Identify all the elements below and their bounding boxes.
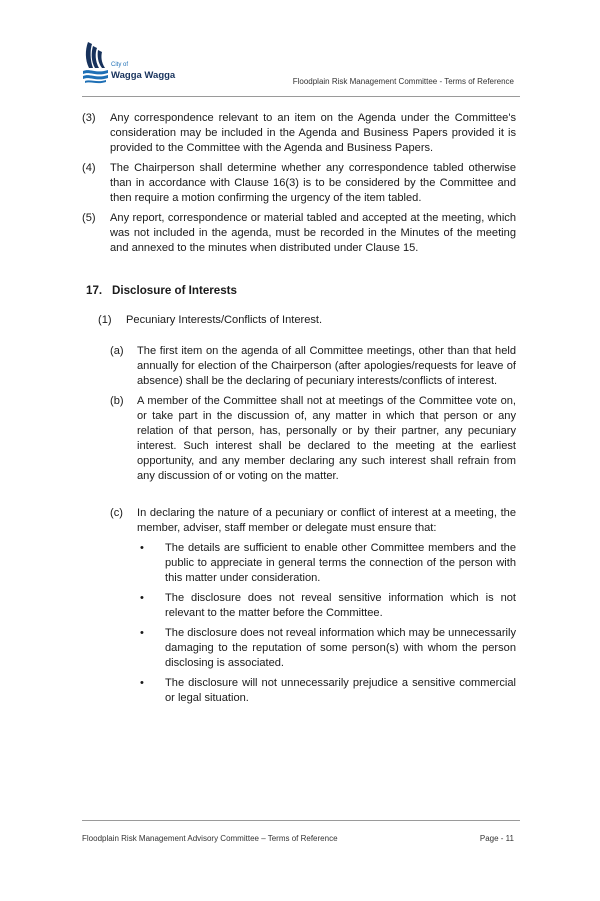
page-header [82,40,520,96]
footer-divider [82,820,520,821]
bullet-item [137,591,516,621]
bullet-item [137,626,516,671]
clause-item [82,111,516,156]
bullet-item [137,676,516,706]
header-title: Floodplain Risk Management Committee - Terms of Reference [292,77,514,86]
section-number: 17. [86,284,103,297]
bullet-list [137,541,516,706]
clause-text: Any correspondence relevant to an item on the Agenda under the Committee's consideration may be included in the Agenda and Business Papers provided it is provided to the Committee with the Agenda and Business Papers. [110,112,516,154]
clause-text: Any report, correspondence or material tabled and accepted at the meeting, which was not included in the agenda, must be recorded in the Minutes of the meeting and annexed to the minutes when distributed under Clause 15. [110,212,516,254]
council-logo [82,40,182,90]
subsection-number: (1) [98,314,112,326]
clause-item [82,211,516,256]
bullet-marker: • [140,592,144,604]
sub-clause-text: In declaring the nature of a pecuniary or conflict of interest at a meeting, the member, adviser, staff member or delegate must ensure that: [137,507,516,534]
sub-clause-item [82,344,516,389]
page-number: Page - 11 [479,834,514,843]
clause-text: The Chairperson shall determine whether any correspondence tabled otherwise than in accordance with Clause 16(3) is to be considered by the Committee and then require a motion confirming the urgency of the item tabled. [110,162,516,204]
subsection-title: Pecuniary Interests/Conflicts of Interest. [126,314,323,326]
logo-name-text: Wagga Wagga [111,70,176,81]
bullet-text: The disclosure does not reveal information which may be unnecessarily damaging to the reputation of some person(s) with whom the person disclosing is associated. [165,627,516,669]
bullet-item [137,541,516,586]
section-heading [86,283,516,298]
clause-item [82,161,516,206]
sub-clause-letter: (c) [110,507,123,519]
sub-clause-item [82,506,516,706]
bullet-marker: • [140,627,144,639]
sub-clause-item [82,394,516,484]
sub-clause-text: A member of the Committee shall not at meetings of the Committee vote on, or take part in the discussion of, any matter in which that person or any relation of that person, has, personally or by their partner, any pecuniary interest. Such interest shall be declared to the meeting at the earliest opportunity, and any member declaring any such interest shall refrain from any discussion of or voting on the matter. [137,395,516,482]
subsection-heading [82,313,516,328]
clause-number: (5) [82,212,96,224]
section-title: Disclosure of Interests [112,284,237,297]
bullet-marker: • [140,677,144,689]
bullet-text: The details are sufficient to enable other Committee members and the public to appreciate in general terms the connection of the person with this matter under consideration. [165,542,516,584]
wave-logo-icon [82,40,110,84]
bullet-text: The disclosure will not unnecessarily prejudice a sensitive commercial or legal situation. [165,677,516,704]
bullet-text: The disclosure does not reveal sensitive information which is not relevant to the matter before the Committee. [165,592,516,619]
logo-city-text: City of [111,62,129,68]
bullet-marker: • [140,542,144,554]
clause-number: (4) [82,162,96,174]
sub-clause-letter: (a) [110,345,124,357]
clause-number: (3) [82,112,96,124]
page-body [82,111,516,706]
page-footer [82,820,520,843]
footer-title: Floodplain Risk Management Advisory Committee – Terms of Reference [82,834,338,843]
header-divider [82,96,520,97]
sub-clause-text: The first item on the agenda of all Committee meetings, other than that held annually for election of the Chairperson (after apologies/requests for leave of absence) shall be the declaring of pecuniary interests/conflicts of interest. [137,345,516,387]
sub-clause-letter: (b) [110,395,124,407]
